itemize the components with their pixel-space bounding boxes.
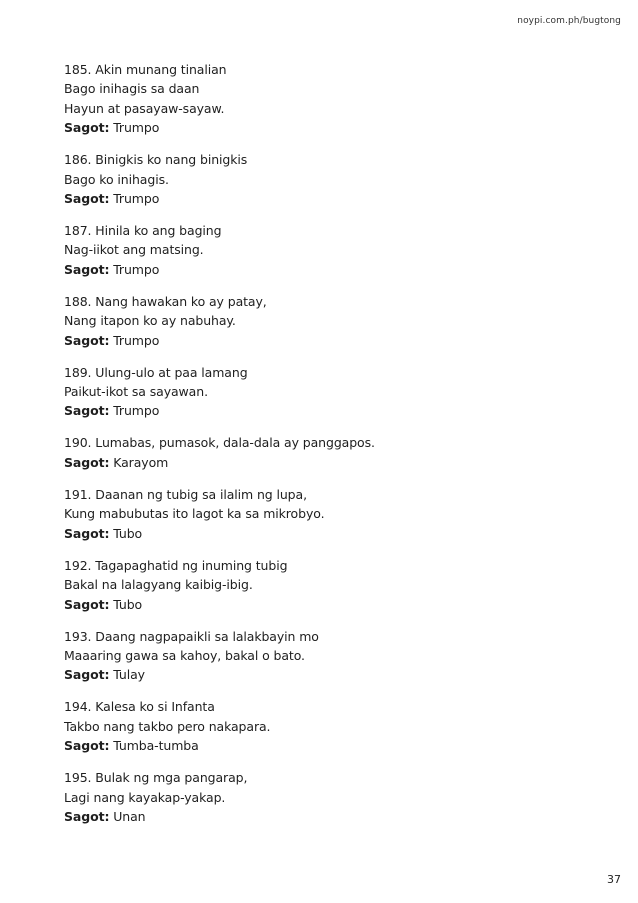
riddle-line: Lagi nang kayakap-yakap. xyxy=(64,789,226,805)
riddle-line: Kung mabubutas ito lagot ka sa mikrobyo. xyxy=(64,506,325,522)
riddle-line: Nang itapon ko ay nabuhay. xyxy=(64,313,236,329)
riddle-line: Maaaring gawa sa kahoy, bakal o bato. xyxy=(64,647,305,663)
riddle-item xyxy=(64,697,604,755)
riddle-line: 189. Ulung-ulo at paa lamang xyxy=(64,364,248,380)
riddle-answer xyxy=(64,260,604,279)
answer-label: Sagot: xyxy=(64,596,110,612)
answer-value: Trumpo xyxy=(113,120,160,136)
answer-value: Unan xyxy=(113,808,146,824)
answer-value: Karayom xyxy=(113,454,169,470)
answer-value: Tumba-tumba xyxy=(113,738,199,754)
answer-label: Sagot: xyxy=(64,403,110,419)
answer-value: Tulay xyxy=(113,667,145,683)
riddle-item xyxy=(64,485,604,543)
riddle-line: Bago inihagis sa daan xyxy=(64,81,200,97)
riddle-line: 195. Bulak ng mga pangarap, xyxy=(64,770,248,786)
riddle-line: 192. Tagapaghatid ng inuming tubig xyxy=(64,557,288,573)
riddle-answer xyxy=(64,453,604,472)
riddle-line: 188. Nang hawakan ko ay patay, xyxy=(64,293,267,309)
riddle-item xyxy=(64,150,604,208)
riddle-answer xyxy=(64,665,604,684)
riddle-line: Nag-iikot ang matsing. xyxy=(64,242,204,258)
answer-label: Sagot: xyxy=(64,261,110,277)
riddle-item xyxy=(64,627,604,685)
riddle-item xyxy=(64,556,604,614)
riddle-item xyxy=(64,60,604,138)
riddle-answer xyxy=(64,118,604,137)
riddle-line: 187. Hinila ko ang baging xyxy=(64,223,222,239)
answer-value: Trumpo xyxy=(113,403,160,419)
answer-value: Trumpo xyxy=(113,191,160,207)
riddle-line: 190. Lumabas, pumasok, dala-dala ay panggapos. xyxy=(64,435,375,451)
answer-label: Sagot: xyxy=(64,808,110,824)
answer-value: Tubo xyxy=(113,525,143,541)
answer-label: Sagot: xyxy=(64,120,110,136)
answer-value: Tubo xyxy=(113,596,143,612)
riddle-item xyxy=(64,292,604,350)
riddle-line: 185. Akin munang tinalian xyxy=(64,62,227,77)
riddle-line: Takbo nang takbo pero nakapara. xyxy=(64,718,271,734)
riddle-answer xyxy=(64,189,604,208)
source-url: noypi.com.ph/bugtong xyxy=(517,16,621,26)
riddle-line: 194. Kalesa ko si Infanta xyxy=(64,699,215,715)
riddle-item xyxy=(64,221,604,279)
riddle-answer xyxy=(64,595,604,614)
answer-label: Sagot: xyxy=(64,525,110,541)
answer-value: Trumpo xyxy=(113,261,160,277)
answer-label: Sagot: xyxy=(64,332,110,348)
answer-value: Trumpo xyxy=(113,332,160,348)
riddle-item xyxy=(64,433,604,472)
answer-label: Sagot: xyxy=(64,667,110,683)
riddle-answer xyxy=(64,331,604,350)
riddle-answer xyxy=(64,524,604,543)
answer-label: Sagot: xyxy=(64,738,110,754)
riddle-answer xyxy=(64,401,604,420)
riddle-line: Bakal na lalagyang kaibig-ibig. xyxy=(64,577,253,593)
riddle-line: Hayun at pasayaw-sayaw. xyxy=(64,100,225,116)
answer-label: Sagot: xyxy=(64,454,110,470)
riddle-line: 193. Daang nagpapaikli sa lalakbayin mo xyxy=(64,628,319,644)
riddle-answer xyxy=(64,807,604,826)
riddle-line: Paikut-ikot sa sayawan. xyxy=(64,384,208,400)
page-number: 37 xyxy=(607,873,621,886)
answer-label: Sagot: xyxy=(64,191,110,207)
riddle-list xyxy=(64,60,604,839)
riddle-line: 191. Daanan ng tubig sa ilalim ng lupa, xyxy=(64,486,307,502)
riddle-line: Bago ko inihagis. xyxy=(64,171,169,187)
riddle-line: 186. Binigkis ko nang binigkis xyxy=(64,152,248,168)
riddle-answer xyxy=(64,736,604,755)
riddle-item xyxy=(64,363,604,421)
riddle-item xyxy=(64,768,604,826)
